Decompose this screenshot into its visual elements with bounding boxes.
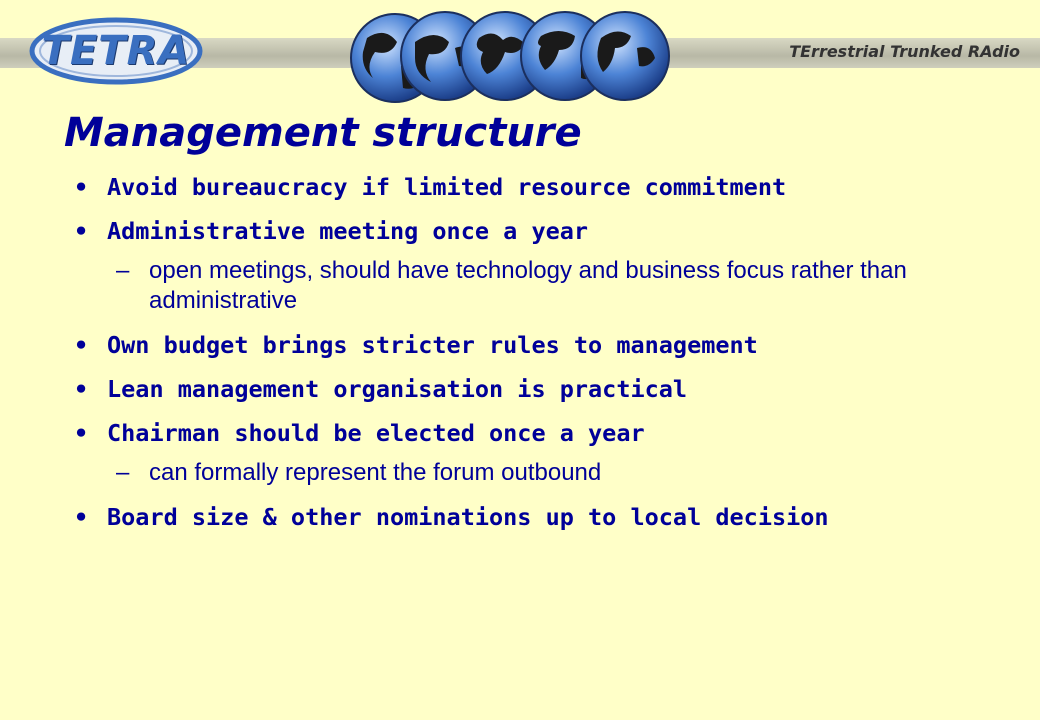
dash-marker: – xyxy=(116,459,130,486)
dash-marker: – xyxy=(116,257,130,284)
bullet-text: Chairman should be elected once a year xyxy=(107,419,645,447)
globes-graphic xyxy=(345,8,675,108)
bullet-item xyxy=(74,372,994,406)
bullet-text: Administrative meeting once a year xyxy=(107,217,589,245)
bullet-item xyxy=(74,170,994,204)
sub-bullet-item xyxy=(74,256,994,316)
sub-bullet-item xyxy=(74,458,994,488)
bullet-text: Lean management organisation is practical xyxy=(107,375,688,403)
bullet-text: Avoid bureaucracy if limited resource commitment xyxy=(107,173,787,201)
bullet-text: Own budget brings stricter rules to management xyxy=(107,331,758,359)
globe-icon xyxy=(581,12,669,100)
tagline: TErrestrial Trunked RAdio xyxy=(789,42,1020,61)
bullet-marker: • xyxy=(74,173,89,201)
logo-text: TETRA xyxy=(41,28,191,74)
bullet-item xyxy=(74,328,994,362)
bullet-marker: • xyxy=(74,503,89,531)
header-banner xyxy=(0,0,1040,110)
bullet-marker: • xyxy=(74,331,89,359)
sub-bullet-text: open meetings, should have technology and business focus rather than administrative xyxy=(149,257,907,314)
sub-bullet-text: can formally represent the forum outbound xyxy=(149,459,602,486)
tetra-logo xyxy=(28,16,204,86)
bullet-marker: • xyxy=(74,217,89,245)
bullet-marker: • xyxy=(74,419,89,447)
slide-title: Management structure xyxy=(64,110,582,156)
bullet-item xyxy=(74,214,994,248)
bullet-item xyxy=(74,416,994,450)
bullet-list xyxy=(74,170,994,544)
bullet-item xyxy=(74,500,994,534)
bullet-marker: • xyxy=(74,375,89,403)
bullet-text: Board size & other nominations up to local decision xyxy=(107,503,829,531)
